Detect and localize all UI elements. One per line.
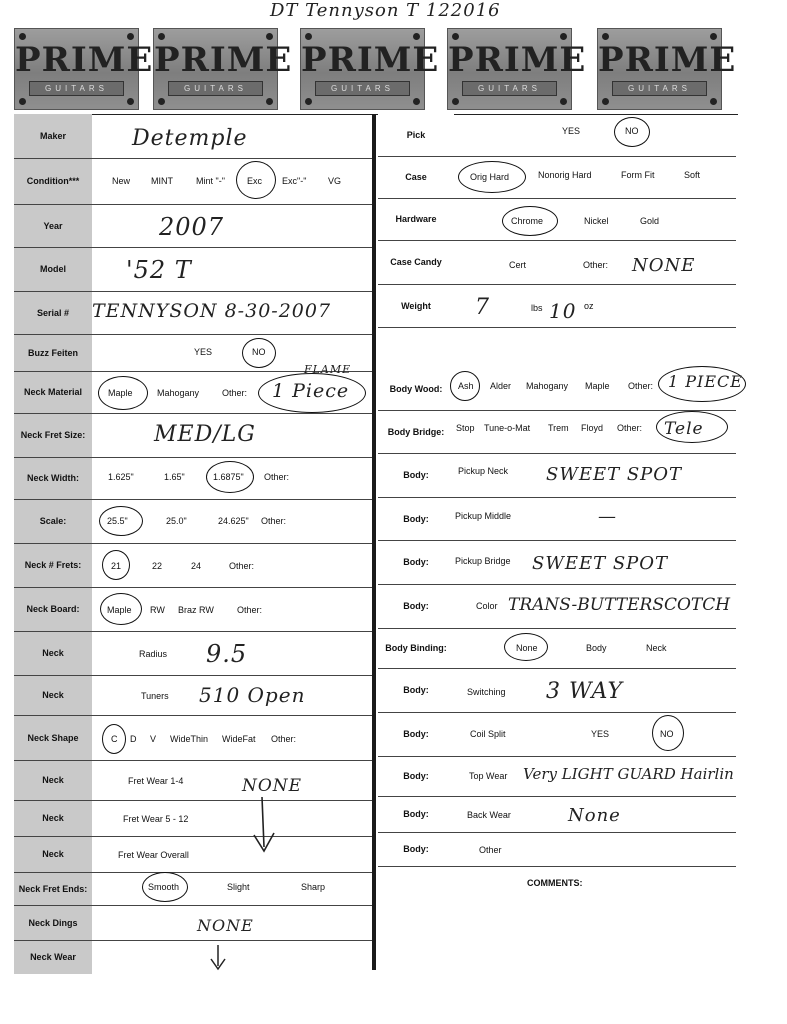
- logo-subword: GUITARS: [29, 81, 124, 96]
- neck-material-option: Maple: [108, 388, 133, 398]
- back-wear-row: [378, 797, 736, 833]
- down-arrow-icon: [250, 795, 280, 857]
- neck-shape-option: D: [130, 734, 137, 744]
- year-row: [14, 205, 372, 248]
- top-wear-value: Very LIGHT GUARD Hairlin: [523, 765, 734, 783]
- down-arrow-icon: [208, 944, 228, 972]
- neck-width-row: [14, 458, 372, 500]
- document-title: DT Tennyson T 122016: [270, 0, 501, 21]
- pickup-middle-label: Body:: [378, 498, 454, 540]
- oz-label: oz: [584, 301, 594, 311]
- scale-option: Other:: [261, 516, 287, 526]
- pickup-bridge-value: SWEET SPOT: [532, 553, 669, 574]
- fret-wear-5-12-row: [14, 801, 372, 837]
- fret-wear-overall-field: Fret Wear Overall: [118, 850, 189, 860]
- tuners-field: Tuners: [141, 691, 169, 701]
- body-bridge-label: Body Bridge:: [378, 411, 454, 453]
- neck-material-option: Other:: [222, 388, 248, 398]
- neck-material-note: 1 Piece: [272, 380, 350, 402]
- neck-board-option: Braz RW: [178, 605, 214, 615]
- body-wood-option: Mahogany: [526, 381, 569, 391]
- scale-row: [14, 500, 372, 544]
- hardware-label: Hardware: [378, 199, 454, 240]
- other-label: Body:: [378, 833, 454, 866]
- pickup-neck-value: SWEET SPOT: [546, 464, 683, 485]
- other-field: Other: [479, 845, 502, 855]
- other-field: Other:: [583, 260, 609, 270]
- selection-circle: [504, 633, 548, 661]
- column-divider: [372, 114, 376, 970]
- logo-subword: GUITARS: [612, 81, 707, 96]
- neck-wear-row: [14, 941, 372, 974]
- weight-lbs-value: 7: [475, 295, 490, 320]
- selection-circle: [99, 506, 143, 536]
- weight-oz-value: 10: [549, 299, 577, 323]
- neck-wear-label: Neck Wear: [14, 941, 92, 974]
- condition-option: Exc"-": [282, 176, 307, 186]
- neck-material-note-top: FLAME: [304, 363, 352, 376]
- neck-board-option: Other:: [237, 605, 263, 615]
- scale-option: 24.625": [218, 516, 249, 526]
- case-option: Form Fit: [621, 170, 655, 180]
- body-bridge-option: Other:: [617, 423, 643, 433]
- selection-circle: [656, 411, 728, 443]
- selection-circle: [658, 366, 746, 402]
- selection-circle: [100, 593, 142, 625]
- neck-material-option: Mahogany: [157, 388, 200, 398]
- body-wood-option: Maple: [585, 381, 610, 391]
- neck-board-row: [14, 588, 372, 632]
- coil-split-row: [378, 713, 736, 757]
- frets-row: [14, 544, 372, 588]
- body-bridge-note: Tele: [664, 419, 704, 439]
- neck-board-option: Maple: [107, 605, 132, 615]
- switching-value: 3 WAY: [546, 679, 624, 704]
- neck-shape-label: Neck Shape: [14, 716, 92, 760]
- frets-option: 24: [191, 561, 202, 571]
- selection-circle: [236, 161, 276, 199]
- frets-option: Other:: [229, 561, 255, 571]
- fret-wear-5-12-field: Fret Wear 5 - 12: [123, 814, 189, 824]
- pickup-middle-field: Pickup Middle: [455, 511, 512, 521]
- fret-wear-1-4-value: NONE: [242, 776, 303, 796]
- fret-wear-overall-label: Neck: [14, 837, 92, 872]
- selection-circle: [450, 371, 480, 401]
- body-wood-note: 1 PIECE: [668, 372, 743, 391]
- selection-circle: [242, 338, 276, 368]
- logo-word: PRIME: [15, 40, 154, 80]
- logo-word: PRIME: [154, 40, 293, 80]
- color-value: TRANS-BUTTERSCOTCH: [508, 595, 731, 615]
- neck-board-option: RW: [150, 605, 165, 615]
- no-option: NO: [625, 126, 639, 136]
- model-row: [14, 248, 372, 292]
- condition-option: New: [112, 176, 131, 186]
- no-option: NO: [252, 347, 266, 357]
- comments-label: COMMENTS:: [527, 878, 583, 888]
- yes-option: YES: [562, 126, 581, 136]
- neck-material-label: Neck Material: [14, 372, 92, 413]
- neck-width-option: 1.65": [164, 472, 185, 482]
- frets-label: Neck # Frets:: [14, 544, 92, 587]
- body-binding-row: [378, 629, 736, 669]
- frets-option: 22: [152, 561, 163, 571]
- body-bridge-option: Floyd: [581, 423, 604, 433]
- color-row: [378, 585, 736, 629]
- logo-word: PRIME: [598, 40, 737, 80]
- pickup-bridge-field: Pickup Bridge: [455, 556, 511, 566]
- serial-value: TENNYSON 8-30-2007: [92, 300, 332, 322]
- selection-circle: [614, 117, 650, 147]
- body-binding-option: Neck: [646, 643, 667, 653]
- condition-option: Exc: [247, 176, 263, 186]
- buzz-feiten-label: Buzz Feiten: [14, 335, 92, 371]
- neck-material-row: [14, 363, 372, 414]
- case-label: Case: [378, 157, 454, 198]
- no-option: NO: [660, 729, 674, 739]
- serial-row: [14, 292, 372, 335]
- neck-dings-label: Neck Dings: [14, 906, 92, 940]
- fret-wear-1-4-row: [14, 761, 372, 801]
- body-wood-label: Body Wood:: [378, 368, 454, 410]
- case-candy-row: [378, 241, 736, 285]
- pickup-middle-value: —: [598, 506, 617, 527]
- color-label: Body:: [378, 585, 454, 628]
- hardware-option: Gold: [640, 216, 660, 226]
- model-value: '52 T: [126, 256, 192, 284]
- scale-option: 25.0": [166, 516, 187, 526]
- coil-split-field: Coil Split: [470, 729, 506, 739]
- pickup-neck-label: Body:: [378, 454, 454, 497]
- neck-width-option: 1.625": [108, 472, 134, 482]
- other-row: [378, 833, 736, 867]
- hardware-option: Chrome: [511, 216, 544, 226]
- hardware-row: [378, 199, 736, 241]
- yes-option: YES: [591, 729, 610, 739]
- hardware-option: Nickel: [584, 216, 609, 226]
- top-wear-label: Body:: [378, 757, 454, 796]
- body-wood-option: Other:: [628, 381, 654, 391]
- neck-width-label: Neck Width:: [14, 458, 92, 499]
- scale-option: 25.5": [107, 516, 128, 526]
- selection-circle: [142, 872, 188, 902]
- coil-split-label: Body:: [378, 713, 454, 756]
- neck-shape-option: WideThin: [170, 734, 209, 744]
- body-bridge-option: Tune-o-Mat: [484, 423, 531, 433]
- radius-field: Radius: [139, 649, 168, 659]
- selection-circle: [458, 161, 526, 193]
- tuners-label: Neck: [14, 676, 92, 715]
- yes-option: YES: [194, 347, 213, 357]
- selection-circle: [98, 376, 148, 410]
- logo-subword: GUITARS: [315, 81, 410, 96]
- neck-dings-value: NONE: [197, 916, 254, 935]
- switching-label: Body:: [378, 669, 454, 712]
- pickup-bridge-label: Body:: [378, 541, 454, 584]
- case-option: Nonorig Hard: [538, 170, 592, 180]
- case-row: [378, 157, 736, 199]
- body-bridge-option: Trem: [548, 423, 569, 433]
- back-wear-value: None: [568, 805, 621, 826]
- color-field: Color: [476, 601, 498, 611]
- selection-circle: [206, 461, 254, 493]
- logo-word: PRIME: [301, 40, 440, 80]
- neck-shape-option: WideFat: [222, 734, 256, 744]
- condition-option: Mint "-": [196, 176, 225, 186]
- neck-shape-option: Other:: [271, 734, 297, 744]
- body-binding-option: None: [516, 643, 538, 653]
- weight-label: Weight: [378, 285, 454, 327]
- pickup-bridge-row: [378, 541, 736, 585]
- neck-shape-row: [14, 716, 372, 761]
- radius-value: 9.5: [206, 640, 248, 668]
- fret-ends-option: Smooth: [148, 882, 180, 892]
- fret-ends-option: Sharp: [301, 882, 326, 892]
- selection-circle: [102, 550, 130, 580]
- body-binding-option: Body: [586, 643, 607, 653]
- pickup-neck-row: [378, 454, 736, 498]
- fret-size-row: [14, 414, 372, 458]
- body-bridge-row: [378, 411, 736, 454]
- fret-size-value: MED/LG: [154, 422, 256, 447]
- top-wear-field: Top Wear: [469, 771, 508, 781]
- lbs-label: lbs: [531, 303, 543, 313]
- selection-circle: [502, 206, 558, 236]
- maker-label: Maker: [14, 114, 92, 158]
- maker-value: Detemple: [132, 126, 248, 151]
- pickup-neck-field: Pickup Neck: [458, 466, 509, 476]
- body-wood-row: [378, 328, 743, 411]
- tuners-value: 510 Open: [199, 683, 306, 707]
- switching-row: [378, 669, 736, 713]
- fret-ends-option: Slight: [227, 882, 250, 892]
- neck-board-label: Neck Board:: [14, 588, 92, 631]
- pickup-middle-row: [378, 498, 736, 541]
- prime-guitars-logo: [14, 28, 154, 110]
- neck-width-option: Other:: [264, 472, 290, 482]
- body-bridge-option: Stop: [456, 423, 475, 433]
- tuners-row: [14, 676, 372, 716]
- radius-label: Neck: [14, 632, 92, 675]
- neck-width-option: 1.6875": [213, 472, 244, 482]
- neck-shape-option: C: [111, 734, 118, 744]
- fret-wear-5-12-label: Neck: [14, 801, 92, 836]
- pick-label: Pick: [378, 114, 454, 156]
- neck-shape-option: V: [150, 734, 157, 744]
- cert-field: Cert: [509, 260, 527, 270]
- logo-word: PRIME: [448, 40, 587, 80]
- case-candy-label: Case Candy: [378, 241, 454, 284]
- top-wear-row: [378, 757, 736, 797]
- selection-circle: [652, 715, 684, 751]
- condition-row: [14, 159, 372, 205]
- model-label: Model: [14, 248, 92, 291]
- logo-subword: GUITARS: [462, 81, 557, 96]
- condition-label: Condition***: [14, 159, 92, 204]
- fret-ends-label: Neck Fret Ends:: [14, 873, 92, 905]
- pick-row: [378, 114, 736, 157]
- maker-row: [14, 114, 372, 159]
- body-wood-option: Alder: [490, 381, 512, 391]
- year-label: Year: [14, 205, 92, 247]
- condition-option: VG: [328, 176, 342, 186]
- logo-subword: GUITARS: [168, 81, 263, 96]
- fret-wear-1-4-field: Fret Wear 1-4: [128, 776, 184, 786]
- condition-option: MINT: [151, 176, 173, 186]
- prime-guitars-logo: [447, 28, 587, 110]
- fret-size-label: Neck Fret Size:: [14, 414, 92, 457]
- fret-wear-1-4-label: Neck: [14, 761, 92, 800]
- fret-wear-overall-row: [14, 837, 372, 873]
- frets-option: 21: [111, 561, 122, 571]
- case-option: Soft: [684, 170, 701, 180]
- radius-row: [14, 632, 372, 676]
- prime-guitars-logo: [300, 28, 440, 110]
- prime-guitars-logo: [153, 28, 293, 110]
- year-value: 2007: [159, 213, 225, 241]
- prime-guitars-logo: [597, 28, 737, 110]
- scale-label: Scale:: [14, 500, 92, 543]
- weight-row: [378, 285, 736, 328]
- selection-circle: [258, 373, 366, 413]
- fret-ends-row: [14, 873, 372, 906]
- case-option: Orig Hard: [470, 172, 510, 182]
- neck-dings-row: [14, 906, 372, 941]
- back-wear-field: Back Wear: [467, 810, 511, 820]
- serial-label: Serial #: [14, 292, 92, 334]
- back-wear-label: Body:: [378, 797, 454, 832]
- body-wood-option: Ash: [458, 381, 474, 391]
- switching-field: Switching: [467, 687, 506, 697]
- selection-circle: [102, 724, 126, 754]
- body-binding-label: Body Binding:: [378, 629, 454, 668]
- case-candy-value: NONE: [632, 255, 696, 276]
